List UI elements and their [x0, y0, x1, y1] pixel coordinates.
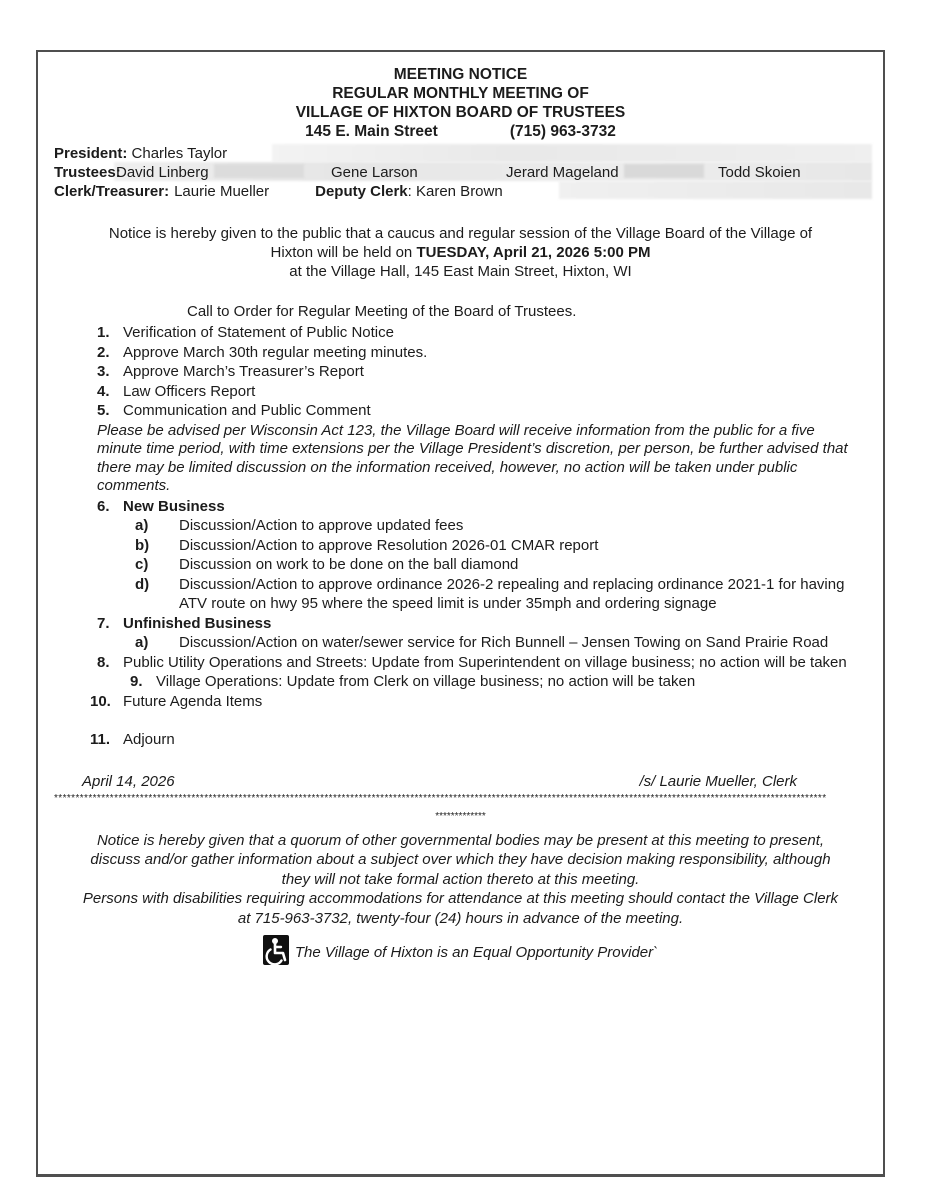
trustees-row: [54, 163, 867, 182]
agenda-item-1: 1. Verification of Statement of Public Notice: [97, 324, 394, 341]
agenda-item-6d: d) Discussion/Action to approve ordinance 2026-2 repealing and replacing ordinance 2021-1 for having ATV route on hwy 95 where the speed limit is under 35mph and ordering signage: [135, 575, 845, 612]
agenda-item-8: 8. Public Utility Operations and Streets: Update from Superintendent on village business; no action will be taken: [97, 653, 847, 671]
title-meeting-notice: MEETING NOTICE: [393, 66, 528, 83]
trustee-name: Jerard Mageland: [506, 164, 619, 181]
agenda-item-5: 5. Communication and Public Comment: [97, 402, 371, 419]
agenda-item-4: 4. Law Officers Report: [97, 382, 256, 400]
agenda-item-6b: b) Discussion/Action to approve Resolution 2026-01 CMAR report: [135, 536, 599, 554]
clerk-row: [54, 182, 867, 201]
title-regular-monthly: REGULAR MONTHLY MEETING OF: [332, 85, 589, 102]
phone-number: (715) 963-3732: [509, 123, 616, 140]
agenda-item-10: 10. Future Agenda Items: [90, 692, 263, 710]
street-address: 145 E. Main Street: [305, 123, 438, 140]
notice-line-3: at the Village Hall, 145 East Main Street, Hixton, WI: [289, 263, 632, 280]
asterisk-separator-full: ************************************************************************************************************************************************************************************: [54, 792, 827, 804]
clerk-signature: /s/ Laurie Mueller, Clerk: [639, 772, 797, 790]
document-header: [54, 65, 867, 141]
agenda-item-6c: c) Discussion on work to be done on the ball diamond: [135, 556, 519, 573]
agenda-item-7: 7. Unfinished Business: [97, 614, 272, 632]
wheelchair-accessibility-icon: [263, 935, 289, 965]
agenda-item-7a: a) Discussion/Action on water/sewer service for Rich Bunnell – Jensen Towing on Sand Prairie Road: [135, 634, 829, 651]
agenda-item-9: 9. Village Operations: Update from Clerk on village business; no action will be taken: [130, 673, 696, 690]
president-label: President:: [54, 145, 128, 162]
scanned-meeting-notice-document: [36, 50, 885, 1177]
trustee-name: David Linberg: [116, 164, 209, 181]
trustees-label: Trustees:: [54, 164, 121, 181]
president-row: [54, 144, 867, 163]
deputy-clerk-name: : Karen Brown: [407, 183, 503, 200]
agenda-item-11: 11. Adjourn: [90, 731, 175, 748]
trustee-name: Gene Larson: [331, 164, 418, 181]
agenda-item-2: 2. Approve March 30th regular meeting minutes.: [97, 343, 428, 361]
asterisk-separator-short: *************: [435, 810, 486, 822]
meeting-notice-paragraph: [54, 224, 867, 281]
clerk-name: Laurie Mueller: [174, 183, 270, 200]
call-to-order-line: Call to Order for Regular Meeting of the Board of Trustees.: [187, 303, 577, 320]
meeting-datetime: TUESDAY, April 21, 2026 5:00 PM: [416, 244, 651, 261]
agenda-list: [54, 302, 867, 750]
agenda-item-6a: a) Discussion/Action to approve updated fees: [135, 517, 464, 534]
trustee-name: Todd Skoien: [718, 164, 801, 181]
public-comment-note: Please be advised per Wisconsin Act 123, the Village Board will receive information from the public for a five minute time period, with time extensions per the Village President’s discretion, per person, be further advised that there may be limited discussion on the information received, however, no action will be taken under public comments.: [97, 421, 848, 494]
quorum-notice: Notice is hereby given that a quorum of other governmental bodies may be present at this meeting to present, discuss and/or gather information about a subject over which they have decision making responsibility, although they will not take formal action thereto at this meeting.: [90, 831, 831, 888]
title-village-board: VILLAGE OF HIXTON BOARD OF TRUSTEES: [295, 104, 626, 121]
notice-line-2: Hixton will be held on: [270, 244, 417, 261]
clerk-label: Clerk/Treasurer:: [54, 183, 170, 200]
officials-block: [54, 144, 867, 201]
deputy-clerk-label: Deputy Clerk: [315, 183, 408, 200]
notice-date: April 14, 2026: [82, 772, 175, 790]
notice-line-1: Notice is hereby given to the public that a caucus and regular session of the Village Board of the Village of: [108, 225, 813, 242]
equal-opportunity-row: [54, 935, 867, 965]
ada-accommodation-notice: Persons with disabilities requiring accommodations for attendance at this meeting should contact the Village Clerk at 715-963-3732, twenty-four (24) hours in advance of the meeting.: [82, 890, 839, 927]
address-phone-row: [54, 122, 867, 141]
president-name: Charles Taylor: [131, 145, 228, 162]
agenda-item-3: 3. Approve March’s Treasurer’s Report: [97, 363, 364, 380]
signature-row: [54, 772, 867, 791]
equal-opportunity-text: The Village of Hixton is an Equal Opportunity Provider`: [294, 944, 659, 961]
agenda-item-6: 6. New Business: [97, 497, 225, 515]
